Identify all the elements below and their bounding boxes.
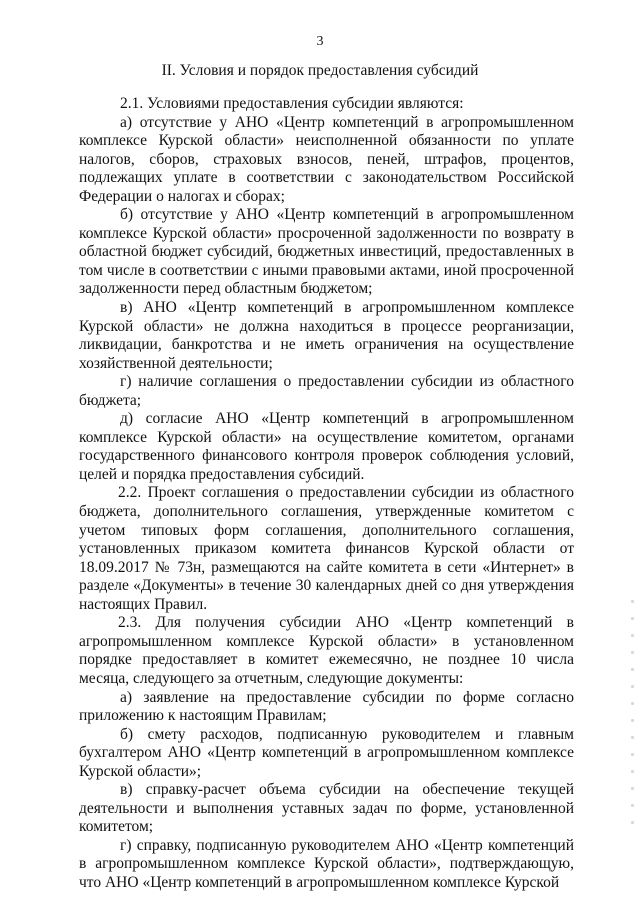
scan-dot	[631, 804, 634, 807]
paragraph-2-1-v: в) АНО «Центр компетенций в агропромышленном комплексе Курской области» не должна находиться в процессе реорганизации, ликвидации, банкротства и не иметь ограничения на осуществление хозяйственной деятельности;	[79, 299, 574, 372]
scan-dot	[631, 753, 634, 756]
paragraph-2-3-g: г) справку, подписанную руководителем АНО «Центр компетенций в агропромышленном комплексе Курской области», подтверждающую, что АНО «Центр компетенций в агропромышленном комплексе Курской	[79, 836, 574, 891]
scan-dot	[631, 668, 634, 671]
scan-edge-marks	[630, 600, 636, 840]
document-body	[79, 95, 574, 893]
scan-dot	[631, 821, 634, 824]
scan-dot	[631, 617, 634, 620]
paragraph-2-1-d: д) согласие АНО «Центр компетенций в агропромышленном комплексе Курской области» на осуществление комитетом, органами государственного финансового контроля проверок соблюдения условий, целей и порядка предоставления субсидий.	[79, 410, 574, 483]
paragraph-2-2: 2.2. Проект соглашения о предоставлении субсидии из областного бюджета, дополнительного соглашения, утвержденные комитетом с учетом типовых форм соглашения, дополнительного соглашения, установленных приказом комитета финансов Курской области от 18.09.2017 № 73н, размещаются на сайте комитета в сети «Интернет» в разделе «Документы» в течение 30 календарных дней со дня утверждения настоящих Правил.	[79, 484, 574, 613]
section-title: II. Условия и порядок предоставления субсидий	[161, 62, 479, 79]
paragraph-2-1-b: б) отсутствие у АНО «Центр компетенций в агропромышленном комплексе Курской области» просроченной задолженности по возврату в областной бюджет субсидий, бюджетных инвестиций, предоставленных в том числе в соответствии с иными правовыми актами, иной просроченной задолженности перед областным бюджетом;	[79, 206, 574, 298]
paragraph-2-3-a: а) заявление на предоставление субсидии по форме согласно приложению к настоящим Правилам;	[79, 688, 574, 725]
scan-dot	[631, 787, 634, 790]
scan-dot	[631, 600, 634, 603]
scan-dot	[631, 770, 634, 773]
page-number: 3	[316, 34, 324, 49]
paragraph-2-3: 2.3. Для получения субсидии АНО «Центр компетенций в агропромышленном комплексе Курской области» в установленном порядке предоставляет в комитет ежемесячно, не позднее 10 числа месяца, следующего за отчетным, следующие документы:	[79, 614, 574, 687]
paragraph-2-3-v: в) справку-расчет объема субсидии на обеспечение текущей деятельности и выполнения уставных задач по форме, установленной комитетом;	[79, 781, 574, 836]
paragraph-2-1: 2.1. Условиями предоставления субсидии являются:	[120, 95, 464, 112]
scan-dot	[631, 702, 634, 705]
scan-dot	[631, 719, 634, 722]
scan-dot	[631, 685, 634, 688]
scan-dot	[631, 736, 634, 739]
paragraph-2-1-g: г) наличие соглашения о предоставлении субсидии из областного бюджета;	[79, 373, 574, 409]
scan-dot	[631, 651, 634, 654]
paragraph-2-3-b: б) смету расходов, подписанную руководителем и главным бухгалтером АНО «Центр компетенций в агропромышленном комплексе Курской области»;	[79, 725, 574, 780]
scan-dot	[631, 634, 634, 637]
paragraph-2-1-a: а) отсутствие у АНО «Центр компетенций в агропромышленном комплексе Курской области» неисполненной обязанности по уплате налогов, сборов, страховых взносов, пеней, штрафов, процентов, подлежащих уплате в соответствии с законодательством Российской Федерации о налогах и сборах;	[79, 113, 574, 205]
